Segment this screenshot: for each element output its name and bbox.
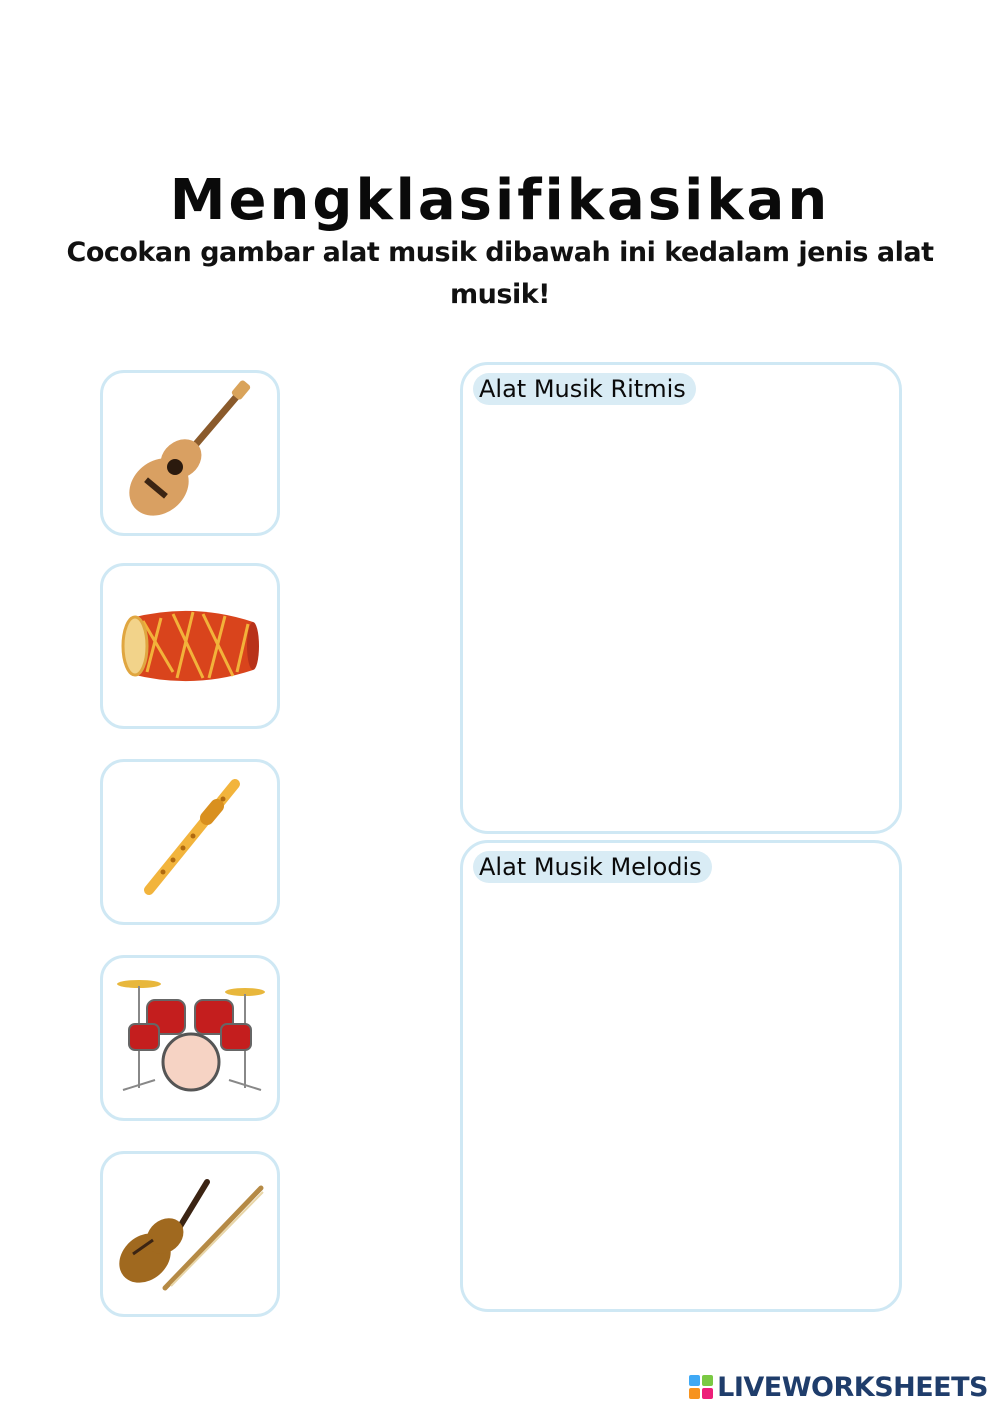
card-drum-set[interactable]	[100, 955, 280, 1121]
flute-icon	[103, 762, 277, 922]
brand-name: LIVEWORKSHEETS	[717, 1371, 988, 1403]
worksheet-title: Mengklasifikasikan	[169, 167, 831, 233]
liveworksheets-logo	[689, 1370, 988, 1404]
logo-icon	[689, 1375, 713, 1399]
card-guitar[interactable]	[100, 370, 280, 536]
drum-icon	[103, 566, 277, 726]
card-kendang[interactable]	[100, 563, 280, 729]
card-recorder[interactable]	[100, 759, 280, 925]
dropzone-rhythmic-label: Alat Musik Ritmis	[473, 373, 696, 405]
guitar-icon	[103, 373, 277, 533]
worksheet-instruction: Cocokan gambar alat musik dibawah ini kedalam jenis alat musik!	[66, 237, 934, 310]
violin-icon	[103, 1154, 277, 1314]
card-violin[interactable]	[100, 1151, 280, 1317]
dropzone-melodic[interactable]	[460, 840, 902, 1312]
dropzone-melodic-label: Alat Musik Melodis	[473, 851, 712, 883]
dropzone-rhythmic[interactable]	[460, 362, 902, 834]
drum-set-icon	[103, 958, 277, 1118]
